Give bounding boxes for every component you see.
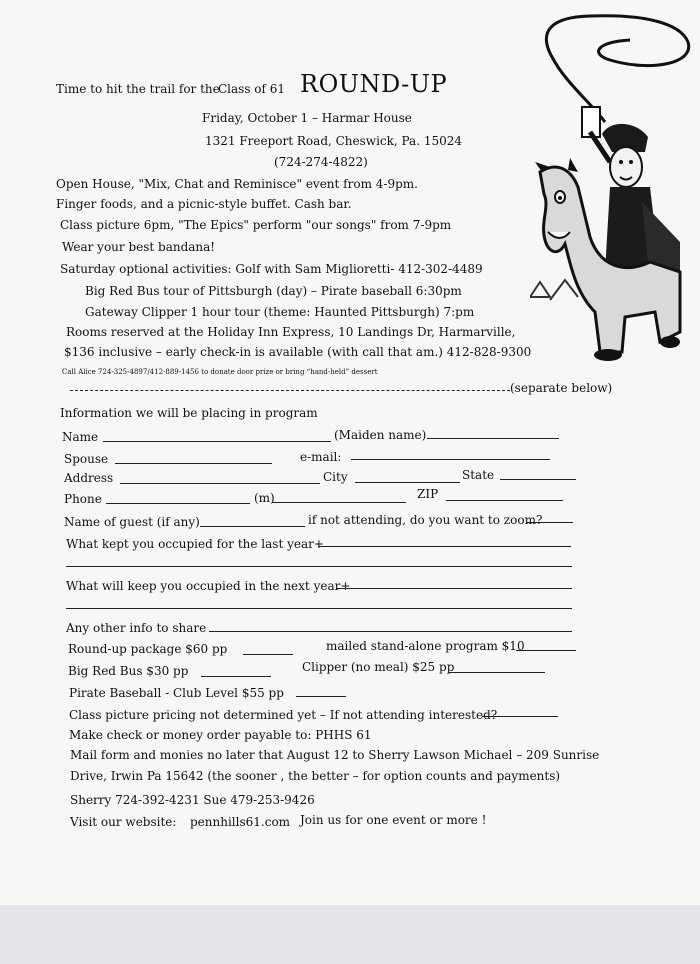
last-year-field-line2[interactable] [66,566,572,567]
maiden-label: (Maiden name) [334,428,427,442]
maiden-field[interactable] [427,438,559,439]
zoom-field[interactable] [526,522,573,523]
name-field[interactable] [103,441,331,442]
zip-label: ZIP [417,487,439,501]
payable-text: Make check or money order payable to: PHHS 61 [69,728,372,742]
event-line: Saturday optional activities: Golf with Sam Miglioretti- 412-302-4489 [60,262,483,276]
cowboy-on-horse-illustration [530,12,695,362]
intro-text: Time to hit the trail for the [56,82,220,96]
event-line: Wear your best bandana! [62,240,216,254]
next-year-label: What will keep you occupied in the next year+ [66,579,351,593]
guest-field[interactable] [200,526,305,527]
event-line: Big Red Bus tour of Pittsburgh (day) – Pirate baseball 6:30pm [85,284,462,298]
city-label: City [323,470,348,484]
mail-instructions: Mail form and monies no later that August 12 to Sherry Lawson Michael – 209 Sunrise [70,748,600,762]
event-line: Open House, "Mix, Chat and Reminisce" event from 4-9pm. [56,177,418,191]
event-line: Gateway Clipper 1 hour tour (theme: Haunted Pittsburgh) 7:pm [85,305,475,319]
next-year-field-line2[interactable] [66,608,572,609]
cut-line [70,390,510,391]
phone-label: Phone [64,492,102,506]
venue-address-text: 1321 Freeport Road, Cheswick, Pa. 15024 [205,134,463,148]
spouse-label: Spouse [64,452,109,466]
email-label: e-mail: [300,450,342,464]
name-label: Name [62,430,99,444]
clipper-label: Clipper (no meal) $25 pp [302,660,455,674]
next-year-field[interactable] [336,588,572,589]
spouse-field[interactable] [115,463,272,464]
state-field[interactable] [500,479,576,480]
zip-field[interactable] [446,500,563,501]
package-field[interactable] [243,654,293,655]
event-line: $136 inclusive – early check-in is available (with call that am.) 412-828-9300 [64,345,532,359]
mail-instructions-2: Drive, Irwin Pa 15642 (the sooner , the better – for option counts and payments) [70,769,561,783]
event-line: Class picture 6pm, "The Epics" perform "our songs" from 7-9pm [60,218,452,232]
pirate-label: Pirate Baseball - Club Level $55 pp [69,686,284,700]
other-info-label: Any other info to share [66,621,207,635]
mobile-field[interactable] [272,502,406,503]
address-field[interactable] [120,483,320,484]
scan-margin [0,905,700,964]
page-title: ROUND-UP [300,70,448,98]
program-field[interactable] [516,650,576,651]
guest-label: Name of guest (if any) [64,515,200,529]
venue-phone-text: (724-274-4822) [274,155,368,169]
event-line: Rooms reserved at the Holiday Inn Express, 10 Landings Dr, Harmarville, [66,325,516,339]
event-line: Finger foods, and a picnic-style buffet. Cash bar. [56,197,352,211]
bus-label: Big Red Bus $30 pp [68,664,189,678]
website-label: Visit our website: [70,815,177,829]
form-heading: Information we will be placing in program [60,406,318,420]
class-of-text: Class of 61 [218,82,286,96]
class-picture-label: Class picture pricing not determined yet – If not attending interested? [69,708,498,722]
address-label: Address [64,471,114,485]
phone-field[interactable] [106,503,250,504]
other-info-field[interactable] [209,631,572,632]
city-field[interactable] [355,482,460,483]
state-label: State [462,468,495,482]
last-year-label: What kept you occupied for the last year+ [66,537,324,551]
bus-field[interactable] [201,676,271,677]
program-label: mailed stand-alone program $10 [326,639,525,653]
donation-note: Call Alice 724-325-4897/412-889-1456 to donate door prize or bring “hand-held” dessert [62,368,378,376]
pirate-field[interactable] [296,696,346,697]
date-venue-text: Friday, October 1 – Harmar House [202,111,412,125]
mobile-label: (m) [254,491,275,505]
join-text: Join us for one event or more ! [300,813,487,827]
email-field[interactable] [351,459,550,460]
package-label: Round-up package $60 pp [68,642,228,656]
contact-phones: Sherry 724-392-4231 Sue 479-253-9426 [70,793,315,807]
last-year-field[interactable] [318,546,571,547]
class-picture-field[interactable] [482,716,558,717]
website-link[interactable]: pennhills61.com [190,815,291,829]
clipper-field[interactable] [449,672,545,673]
zoom-label: if not attending, do you want to zoom? [308,513,543,527]
separator-label: (separate below) [510,381,613,395]
